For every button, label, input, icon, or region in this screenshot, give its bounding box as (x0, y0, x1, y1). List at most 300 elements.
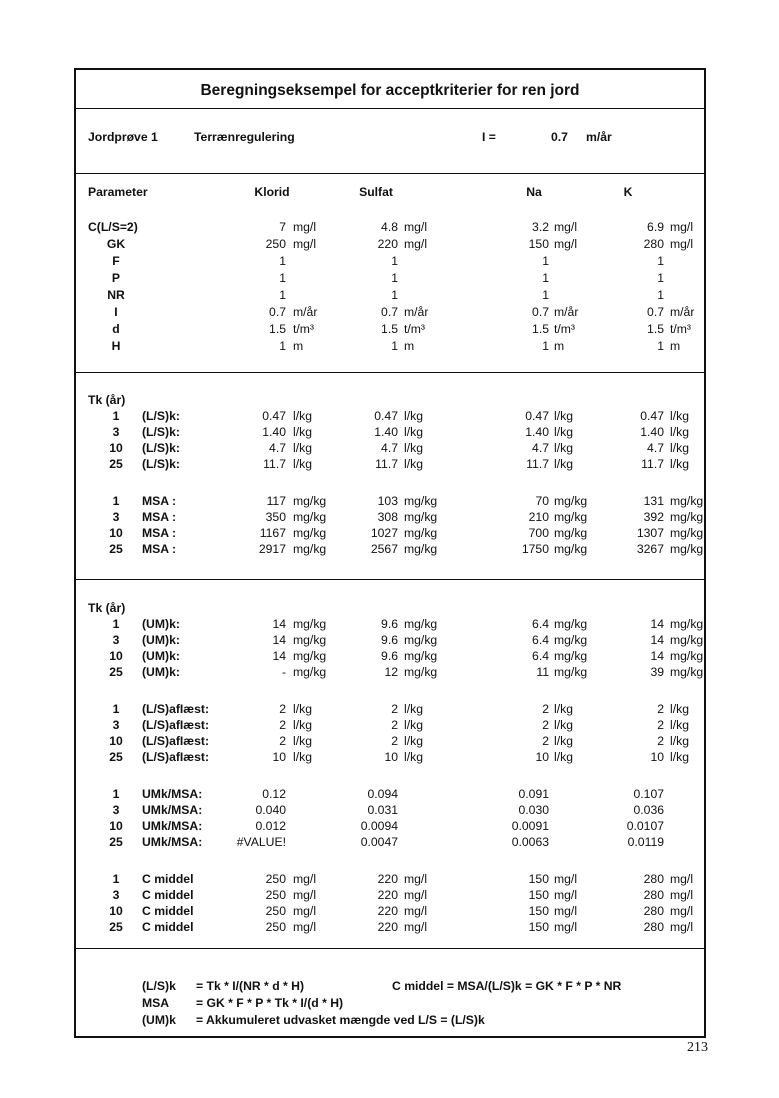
param-unit: t/m³ (554, 322, 575, 336)
cell-value: 0.47 (374, 409, 398, 423)
param-value: 1 (279, 288, 286, 302)
cell-value: 150 (528, 888, 549, 902)
row-label: (L/S)afIæst: (142, 718, 210, 732)
cell-value: 14 (272, 633, 286, 647)
cell-unit: mg/l (670, 888, 694, 902)
cell-unit: l/kg (293, 409, 312, 423)
row-label: UMk/MSA: (142, 835, 203, 849)
cell-unit: l/kg (554, 750, 573, 764)
cell-unit: l/kg (293, 441, 312, 455)
cell-value: 14 (272, 649, 286, 663)
cell-value: 11 (536, 665, 549, 679)
tk-value: 1 (112, 409, 120, 423)
cell-value: - (281, 665, 286, 679)
cell-value: 0.0063 (511, 835, 549, 849)
tk-value: 1 (112, 872, 120, 886)
cell-unit: l/kg (554, 702, 573, 716)
cell-unit: l/kg (293, 718, 312, 732)
row-label: (L/S)k: (142, 441, 180, 455)
formula-um-name: (UM)k (142, 1013, 176, 1027)
row-label: (L/S)k: (142, 425, 180, 439)
cell-value: 150 (528, 904, 549, 918)
sample-type: Terrænregulering (194, 130, 295, 144)
cell-unit: mg/kg (554, 494, 588, 508)
param-unit: m/år (293, 305, 318, 319)
cell-value: 14 (272, 617, 286, 631)
cell-value: 2 (542, 734, 549, 748)
param-value: 1 (542, 254, 549, 268)
param-value: 1.5 (532, 322, 549, 336)
tk-value: 1 (112, 702, 120, 716)
param-value: 1 (391, 254, 398, 268)
cell-value: 0.0107 (626, 819, 664, 833)
param-value: 280 (643, 237, 664, 251)
param-unit: m (670, 339, 681, 353)
cell-value: 0.036 (633, 803, 664, 817)
tk-value: 3 (112, 803, 120, 817)
cell-unit: mg/l (554, 872, 578, 886)
cell-value: 1750 (521, 542, 549, 556)
param-value: 4.8 (381, 220, 398, 234)
cell-unit: l/kg (293, 457, 312, 471)
param-unit: mg/l (293, 220, 317, 234)
cell-unit: mg/kg (670, 665, 704, 679)
infiltration-unit: m/år (586, 130, 612, 144)
param-unit: mg/l (404, 220, 428, 234)
param-value: 1 (542, 271, 549, 285)
formula-msa-name: MSA (142, 996, 170, 1010)
cell-unit: mg/kg (554, 665, 588, 679)
tk-value: 3 (112, 633, 120, 647)
row-label: (UM)k: (142, 633, 180, 647)
cell-value: 220 (377, 904, 398, 918)
infiltration-label: I = (482, 130, 496, 144)
param-unit: mg/l (293, 237, 317, 251)
cell-value: 2 (391, 702, 398, 716)
param-value: 1 (391, 339, 398, 353)
cell-unit: mg/kg (554, 617, 588, 631)
param-name: GK (106, 237, 126, 251)
cell-unit: l/kg (554, 457, 573, 471)
cell-unit: l/kg (404, 750, 423, 764)
cell-value: 11.7 (375, 457, 398, 471)
tk-value: 25 (109, 457, 123, 471)
cell-value: 220 (377, 888, 398, 902)
row-label: (L/S)afIæst: (142, 734, 210, 748)
cell-unit: mg/kg (670, 494, 704, 508)
cell-value: 0.091 (518, 787, 549, 801)
param-unit: m/år (404, 305, 429, 319)
cell-unit: l/kg (404, 718, 423, 732)
param-value: 1 (657, 288, 664, 302)
cell-value: 14 (650, 633, 664, 647)
param-unit: mg/l (404, 237, 428, 251)
tk-value: 1 (112, 494, 120, 508)
param-value: 3.2 (532, 220, 549, 234)
cell-value: 1.40 (374, 425, 398, 439)
param-value: 1 (279, 254, 286, 268)
cell-value: 0.107 (633, 787, 664, 801)
cell-value: 10 (272, 750, 286, 764)
cell-unit: mg/kg (670, 542, 704, 556)
cell-value: 4.7 (381, 441, 398, 455)
cell-value: 2917 (258, 542, 286, 556)
tk-value: 10 (109, 734, 123, 748)
cell-value: 10 (650, 750, 664, 764)
column-header-na: Na (526, 185, 542, 199)
param-value: 1 (657, 271, 664, 285)
param-value: 1 (542, 339, 549, 353)
cell-value: 250 (265, 904, 286, 918)
row-label: C middel (142, 920, 194, 934)
cell-unit: mg/kg (670, 510, 704, 524)
cell-value: 11.7 (641, 457, 664, 471)
cell-value: 2 (657, 702, 664, 716)
cell-unit: l/kg (670, 734, 689, 748)
cell-unit: mg/l (293, 872, 317, 886)
cell-unit: l/kg (554, 718, 573, 732)
cell-unit: l/kg (554, 441, 573, 455)
cell-value: 2567 (370, 542, 398, 556)
cell-unit: mg/l (404, 888, 428, 902)
row-label: MSA : (142, 510, 177, 524)
param-name: d (112, 322, 120, 336)
param-unit: m (293, 339, 304, 353)
cell-unit: mg/kg (404, 617, 438, 631)
row-label: UMk/MSA: (142, 803, 203, 817)
cell-unit: l/kg (404, 425, 423, 439)
cell-unit: mg/kg (670, 526, 704, 540)
cell-value: 220 (377, 872, 398, 886)
param-value: 1.5 (647, 322, 664, 336)
param-unit: t/m³ (404, 322, 425, 336)
cell-value: 2 (542, 702, 549, 716)
tk-value: 3 (112, 510, 120, 524)
cell-unit: l/kg (670, 409, 689, 423)
param-value: 1 (542, 288, 549, 302)
param-value: 1 (657, 339, 664, 353)
cell-value: 4.7 (647, 441, 664, 455)
tk-value: 25 (109, 835, 123, 849)
infiltration-value: 0.7 (551, 130, 568, 144)
tk-value: 10 (109, 526, 123, 540)
cell-value: 0.0094 (360, 819, 398, 833)
cell-unit: mg/kg (404, 542, 438, 556)
cell-value: 11.7 (526, 457, 549, 471)
param-unit: m/år (670, 305, 695, 319)
section-divider (76, 948, 704, 949)
cell-value: 11.7 (263, 457, 286, 471)
parameter-header: Parameter (88, 185, 148, 199)
cell-value: 1.40 (640, 425, 664, 439)
row-label: UMk/MSA: (142, 819, 203, 833)
cell-value: 2 (657, 718, 664, 732)
cell-value: 0.094 (367, 787, 398, 801)
cell-unit: mg/kg (404, 633, 438, 647)
cell-value: 2 (279, 702, 286, 716)
cell-value: 350 (265, 510, 286, 524)
section-divider (76, 108, 704, 109)
row-label: C middel (142, 904, 194, 918)
cell-unit: l/kg (404, 734, 423, 748)
formula-msa-eq: = GK * F * P * Tk * I/(d * H) (196, 996, 344, 1010)
cell-unit: mg/l (670, 872, 694, 886)
cell-unit: mg/kg (670, 617, 704, 631)
column-header-klorid: Klorid (254, 185, 290, 199)
cell-unit: mg/kg (670, 649, 704, 663)
formula-um-eq: = Akkumuleret udvasket mængde ved L/S = (L/S)k (196, 1013, 485, 1027)
param-name: C(L/S=2) (88, 220, 138, 234)
cell-value: 150 (528, 872, 549, 886)
cell-unit: mg/l (404, 920, 428, 934)
page-title: Beregningseksempel for acceptkriterier for ren jord (200, 82, 580, 99)
param-value: 7 (279, 220, 286, 234)
cell-value: 280 (643, 904, 664, 918)
cell-value: 70 (535, 494, 549, 508)
cell-unit: l/kg (404, 409, 423, 423)
cell-unit: l/kg (293, 425, 312, 439)
cell-value: 1307 (636, 526, 664, 540)
row-label: (L/S)afIæst: (142, 702, 210, 716)
cell-unit: l/kg (293, 750, 312, 764)
cell-value: 2 (279, 734, 286, 748)
param-value: 1 (279, 339, 286, 353)
param-value: 220 (377, 237, 398, 251)
cell-value: 9.6 (381, 617, 398, 631)
param-name: H (111, 339, 121, 353)
cell-value: 103 (377, 494, 398, 508)
tk-value: 1 (112, 617, 120, 631)
cell-unit: l/kg (554, 409, 573, 423)
param-value: 1.5 (269, 322, 286, 336)
param-name: F (112, 254, 120, 268)
cell-value: 2 (657, 734, 664, 748)
cell-unit: l/kg (670, 750, 689, 764)
cell-unit: mg/kg (404, 510, 438, 524)
cell-value: 117 (266, 494, 286, 508)
cell-value: 39 (650, 665, 664, 679)
cell-value: 9.6 (381, 649, 398, 663)
cell-unit: mg/kg (554, 542, 588, 556)
cell-unit: l/kg (554, 425, 573, 439)
row-label: C middel (142, 872, 194, 886)
param-unit: mg/l (554, 220, 578, 234)
cell-unit: l/kg (670, 718, 689, 732)
cell-unit: l/kg (554, 734, 573, 748)
tk-value: 25 (109, 665, 123, 679)
param-value: 1 (657, 254, 664, 268)
row-label: (L/S)k: (142, 409, 180, 423)
cell-unit: mg/kg (293, 510, 327, 524)
tk-header: Tk (år) (88, 601, 126, 615)
cell-unit: mg/l (670, 920, 694, 934)
cell-value: 14 (650, 617, 664, 631)
cell-unit: l/kg (293, 734, 312, 748)
param-value: 6.9 (647, 220, 664, 234)
param-unit: m (404, 339, 415, 353)
cell-value: 150 (528, 920, 549, 934)
cell-value: 2 (542, 718, 549, 732)
param-value: 1 (391, 288, 398, 302)
row-label: MSA : (142, 542, 177, 556)
cell-value: 10 (535, 750, 549, 764)
cell-value: 3267 (636, 542, 664, 556)
row-label: UMk/MSA: (142, 787, 203, 801)
param-value: 0.7 (381, 305, 398, 319)
cell-unit: mg/l (293, 888, 317, 902)
cell-unit: l/kg (293, 702, 312, 716)
cell-unit: l/kg (670, 457, 689, 471)
param-unit: mg/l (670, 237, 694, 251)
cell-unit: l/kg (404, 457, 423, 471)
cell-unit: mg/kg (293, 542, 327, 556)
cell-unit: mg/l (404, 872, 428, 886)
cell-value: 1167 (259, 526, 286, 540)
cell-unit: mg/l (554, 920, 578, 934)
tk-value: 3 (112, 425, 120, 439)
cell-value: #VALUE! (236, 835, 286, 849)
row-label: (L/S)k: (142, 457, 180, 471)
calculation-table-frame (74, 68, 706, 1038)
section-divider (76, 173, 704, 174)
cell-unit: mg/kg (554, 526, 588, 540)
row-label: MSA : (142, 526, 177, 540)
row-label: (L/S)afIæst: (142, 750, 210, 764)
cell-value: 6.4 (532, 633, 549, 647)
cell-value: 4.7 (532, 441, 549, 455)
param-value: 1 (391, 271, 398, 285)
cell-value: 131 (643, 494, 664, 508)
cell-value: 10 (384, 750, 398, 764)
cell-value: 2 (279, 718, 286, 732)
row-label: (UM)k: (142, 617, 180, 631)
sample-label: Jordprøve 1 (88, 130, 158, 144)
cell-value: 280 (643, 872, 664, 886)
param-unit: t/m³ (293, 322, 314, 336)
column-header-k: K (623, 185, 633, 199)
cell-value: 2 (391, 734, 398, 748)
cell-value: 0.47 (525, 409, 549, 423)
param-unit: mg/l (554, 237, 578, 251)
param-unit: t/m³ (670, 322, 691, 336)
row-label: C middel (142, 888, 194, 902)
cell-unit: mg/kg (293, 633, 327, 647)
cell-value: 12 (384, 665, 398, 679)
cell-unit: mg/kg (293, 617, 327, 631)
cell-unit: mg/l (670, 904, 694, 918)
cell-value: 6.4 (532, 649, 549, 663)
cell-value: 210 (528, 510, 549, 524)
cell-unit: l/kg (670, 702, 689, 716)
cell-unit: l/kg (670, 441, 689, 455)
row-label: (UM)k: (142, 649, 180, 663)
cell-value: 1.40 (525, 425, 549, 439)
formula-ls-name: (L/S)k (142, 979, 176, 993)
cell-unit: mg/kg (293, 526, 327, 540)
cell-value: 250 (265, 920, 286, 934)
tk-value: 1 (112, 787, 120, 801)
cell-unit: l/kg (404, 702, 423, 716)
tk-header: Tk (år) (88, 393, 126, 407)
param-name: I (114, 305, 118, 319)
cell-unit: mg/kg (293, 649, 327, 663)
page-number: 213 (687, 1040, 708, 1055)
cell-value: 250 (265, 888, 286, 902)
cell-value: 4.7 (269, 441, 286, 455)
cell-unit: mg/l (554, 888, 578, 902)
tk-value: 10 (109, 904, 123, 918)
cell-value: 0.0119 (627, 835, 664, 849)
column-header-sulfat: Sulfat (359, 185, 393, 199)
row-label: MSA : (142, 494, 177, 508)
cell-unit: mg/l (404, 904, 428, 918)
tk-value: 25 (109, 920, 123, 934)
cell-value: 0.012 (255, 819, 286, 833)
cell-unit: l/kg (670, 425, 689, 439)
cell-value: 6.4 (532, 617, 549, 631)
tk-value: 10 (109, 819, 123, 833)
param-name: P (111, 271, 121, 285)
cell-value: 0.0091 (511, 819, 549, 833)
cell-value: 0.040 (255, 803, 286, 817)
cell-unit: mg/kg (293, 494, 327, 508)
param-unit: m/år (554, 305, 579, 319)
param-value: 150 (528, 237, 549, 251)
cell-unit: mg/kg (554, 649, 588, 663)
param-name: NR (107, 288, 125, 302)
cell-unit: mg/l (293, 920, 317, 934)
param-unit: m (554, 339, 565, 353)
formula-cmiddel: C middel = MSA/(L/S)k = GK * F * P * NR (392, 979, 622, 993)
cell-unit: mg/kg (404, 649, 438, 663)
tk-value: 25 (109, 750, 123, 764)
cell-value: 700 (528, 526, 549, 540)
cell-value: 308 (377, 510, 398, 524)
cell-unit: mg/kg (554, 633, 588, 647)
tk-value: 10 (109, 649, 123, 663)
param-value: 1 (279, 271, 286, 285)
cell-value: 392 (643, 510, 664, 524)
cell-value: 1027 (370, 526, 398, 540)
cell-value: 1.40 (262, 425, 286, 439)
cell-value: 0.0047 (360, 835, 398, 849)
formula-ls-eq: = Tk * I/(NR * d * H) (196, 979, 305, 993)
cell-value: 280 (643, 888, 664, 902)
cell-value: 0.47 (262, 409, 286, 423)
cell-value: 220 (377, 920, 398, 934)
param-value: 0.7 (269, 305, 286, 319)
cell-unit: mg/kg (554, 510, 588, 524)
param-value: 0.7 (647, 305, 664, 319)
tk-value: 10 (109, 441, 123, 455)
cell-value: 250 (265, 872, 286, 886)
cell-unit: mg/kg (404, 665, 438, 679)
tk-value: 3 (112, 718, 120, 732)
section-divider (76, 372, 704, 373)
param-value: 1.5 (381, 322, 398, 336)
cell-value: 0.47 (640, 409, 664, 423)
cell-value: 0.12 (262, 787, 286, 801)
cell-unit: l/kg (404, 441, 423, 455)
cell-value: 9.6 (381, 633, 398, 647)
cell-unit: mg/kg (404, 494, 438, 508)
row-label: (UM)k: (142, 665, 180, 679)
cell-value: 2 (391, 718, 398, 732)
cell-unit: mg/kg (404, 526, 438, 540)
param-unit: mg/l (670, 220, 694, 234)
cell-unit: mg/kg (293, 665, 327, 679)
tk-value: 25 (109, 542, 123, 556)
